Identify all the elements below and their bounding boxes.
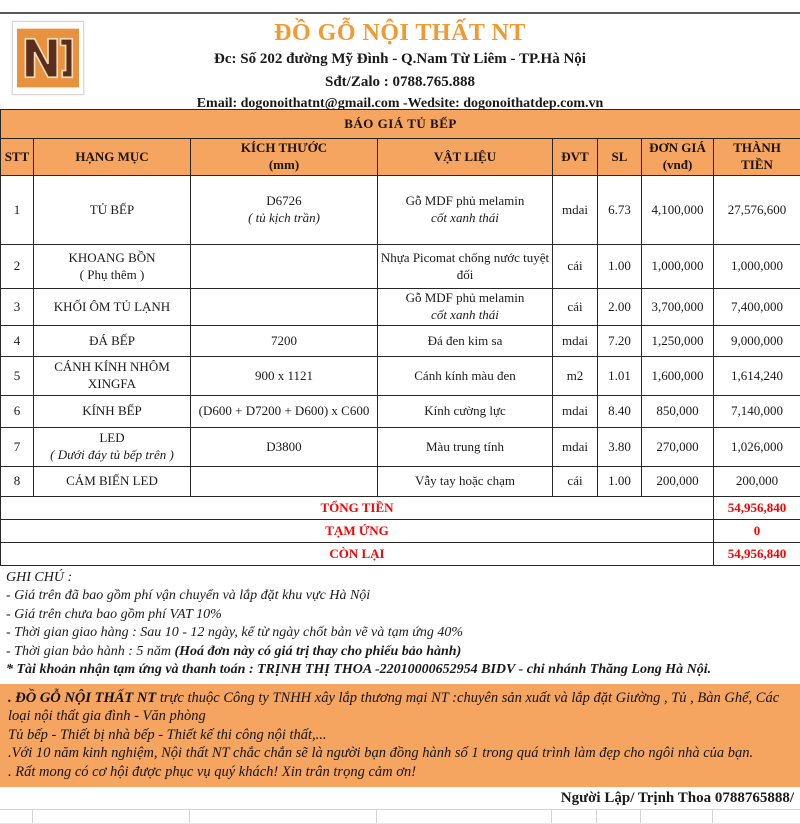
note-line (6, 643, 800, 662)
cell-amount-text: 1,614,240 (716, 368, 798, 385)
cell-material (378, 326, 553, 357)
empty-spreadsheet-row (0, 809, 800, 824)
cell-qty-text: 8.40 (600, 403, 639, 420)
footer-line (8, 744, 790, 763)
item-row (1, 176, 800, 245)
cell-unit-price-text: 1,250,000 (644, 333, 711, 350)
cell-material (378, 245, 553, 289)
note-segment: - Giá trên chưa bao gồm phí VAT 10% (6, 607, 222, 622)
quote-table (0, 109, 800, 566)
cell-amount-text: 1,026,000 (716, 439, 798, 456)
cell-size (191, 245, 378, 289)
cell-unit (553, 428, 598, 467)
quote-title: BÁO GIÁ TỦ BẾP (1, 110, 800, 139)
cell-unit-price (642, 396, 714, 428)
cell-amount (714, 176, 800, 245)
cell-material-text: Gỗ MDF phủ melamin (380, 290, 550, 307)
column-header-label: ĐƠN GIÁ (644, 140, 711, 157)
cell-unit-price (642, 357, 714, 396)
cell-amount-text: 1,000,000 (716, 258, 798, 275)
cell-material (378, 357, 553, 396)
empty-cell (641, 810, 713, 823)
cell-material-note: cốt xanh thái (380, 210, 550, 227)
cell-material-text: Màu trung tính (380, 439, 550, 456)
total-rows (1, 497, 800, 566)
cell-unit-price (642, 467, 714, 497)
company-email-website: Email: dogonoithatnt@gmail.com -Wedsite: dogonoithatdep.com.vn (0, 94, 800, 114)
cell-stt (1, 467, 34, 497)
cell-size-text: 900 x 1121 (193, 368, 375, 385)
cell-stt-text: 2 (3, 258, 31, 275)
empty-cell (713, 810, 800, 823)
note-segment: * Tài khoản nhận tạm ứng và thanh toán : TRỊNH THỊ THOA -22010000652954 BIDV - chi nhánh Thăng Long Hà Nội. (6, 662, 711, 677)
total-value: 54,956,840 (714, 497, 800, 520)
note-segment: - Giá trên đã bao gồm phí vận chuyển và lắp đặt khu vực Hà Nội (6, 588, 370, 603)
cell-stt (1, 357, 34, 396)
cell-material-note: cốt xanh thái (380, 307, 550, 324)
cell-unit-price-text: 3,700,000 (644, 299, 711, 316)
cell-unit-price-text: 850,000 (644, 403, 711, 420)
company-footer-banner (0, 684, 800, 788)
footer-segment: . Rất mong có cơ hội được phục vụ quý khách! Xin trân trọng cảm ơn! (8, 764, 416, 780)
note-line (6, 606, 800, 625)
cell-item (34, 467, 191, 497)
cell-size (191, 176, 378, 245)
company-header (0, 14, 800, 109)
empty-cell (190, 810, 377, 823)
cell-qty-text: 2.00 (600, 299, 639, 316)
cell-unit-text: cái (555, 299, 595, 316)
cell-material-text: Gỗ MDF phủ melamin (380, 193, 550, 210)
column-header-sublabel: (vnđ) (644, 157, 711, 174)
item-row (1, 245, 800, 289)
item-rows (1, 176, 800, 497)
cell-amount (714, 428, 800, 467)
footer-segment: .Với 10 năm kinh nghiệm, Nội thất NT chắc chắn sẽ là người bạn đồng hành số 1 trong quá trình làm đẹp cho ngôi nhà của bạn. (8, 745, 753, 761)
cell-amount (714, 467, 800, 497)
empty-cell (33, 810, 190, 823)
cell-material-text: Vẫy tay hoặc chạm (380, 473, 550, 490)
cell-unit-price (642, 326, 714, 357)
cell-unit (553, 245, 598, 289)
column-header-label: SL (600, 149, 639, 166)
column-header-thanh-tien (714, 139, 800, 176)
cell-item (34, 428, 191, 467)
total-label: CÒN LẠI (1, 543, 714, 566)
cell-item-text: CÁNH KÍNH NHÔM XINGFA (36, 359, 188, 393)
cell-amount (714, 396, 800, 428)
total-label: TỔNG TIỀN (1, 497, 714, 520)
item-row (1, 357, 800, 396)
cell-stt-text: 5 (3, 368, 31, 385)
cell-unit (553, 326, 598, 357)
cell-item-text: LED (36, 430, 188, 447)
nt-monogram-icon (17, 26, 79, 90)
footer-line (8, 763, 790, 782)
cell-size (191, 326, 378, 357)
empty-cell (597, 810, 641, 823)
cell-item-text: ĐÁ BẾP (36, 333, 188, 350)
column-header-sl (598, 139, 642, 176)
column-header-label: VẬT LIỆU (380, 149, 550, 166)
column-header-label: ĐVT (555, 149, 595, 166)
note-segment: - Thời gian giao hàng : Sau 10 - 12 ngày, kể từ ngày chốt bản vẽ và tạm ứng 40% (6, 625, 463, 640)
item-row (1, 467, 800, 497)
cell-size-text: D6726 (193, 193, 375, 210)
cell-item-text: CẢM BIẾN LED (36, 473, 188, 490)
note-line (6, 624, 800, 643)
cell-unit (553, 357, 598, 396)
cell-unit-text: mdai (555, 333, 595, 350)
total-row (1, 520, 800, 543)
quotation-page (0, 12, 800, 824)
cell-item (34, 289, 191, 326)
footer-line (8, 726, 790, 745)
cell-unit-text: m2 (555, 368, 595, 385)
cell-unit-price-text: 1,600,000 (644, 368, 711, 385)
item-row (1, 428, 800, 467)
cell-size (191, 428, 378, 467)
cell-qty (598, 467, 642, 497)
note-line (6, 587, 800, 606)
cell-item-note: ( Dưới đáy tủ bếp trên ) (36, 447, 188, 464)
cell-stt (1, 289, 34, 326)
company-phone-zalo: Sđt/Zalo : 0788.765.888 (0, 72, 800, 93)
cell-item (34, 176, 191, 245)
cell-unit (553, 467, 598, 497)
footer-line (8, 689, 790, 726)
table-header-row (1, 139, 800, 176)
footer-segment: . ĐỒ GỖ NỘI THẤT NT (8, 690, 160, 706)
total-value: 54,956,840 (714, 543, 800, 566)
cell-unit-price-text: 200,000 (644, 473, 711, 490)
cell-unit-price (642, 245, 714, 289)
cell-item-text: KÍNH BẾP (36, 403, 188, 420)
cell-size-note: ( tủ kịch trần) (193, 210, 375, 227)
empty-cell (377, 810, 552, 823)
cell-material (378, 176, 553, 245)
cell-material (378, 428, 553, 467)
cell-qty (598, 357, 642, 396)
notes-heading: GHI CHÚ : (6, 569, 800, 587)
cell-unit-price-text: 4,100,000 (644, 202, 711, 219)
column-header-label: HẠNG MỤC (36, 149, 188, 166)
cell-material-text: Đá đen kim sa (380, 333, 550, 350)
cell-size (191, 396, 378, 428)
cell-item-note: ( Phụ thêm ) (36, 267, 188, 284)
column-header-don-gia (642, 139, 714, 176)
cell-item (34, 326, 191, 357)
note-line (6, 661, 800, 680)
cell-amount-text: 27,576,600 (716, 202, 798, 219)
cell-qty-text: 1.01 (600, 368, 639, 385)
cell-unit-price (642, 289, 714, 326)
cell-size (191, 467, 378, 497)
cell-amount (714, 357, 800, 396)
cell-size-text: 7200 (193, 333, 375, 350)
cell-stt-text: 8 (3, 473, 31, 490)
cell-stt (1, 176, 34, 245)
cell-unit-text: cái (555, 258, 595, 275)
cell-amount-text: 7,140,000 (716, 403, 798, 420)
column-header-stt (1, 139, 34, 176)
cell-amount-text: 9,000,000 (716, 333, 798, 350)
cell-unit-text: mdai (555, 403, 595, 420)
cell-unit (553, 396, 598, 428)
column-header-sublabel: (mm) (193, 157, 375, 174)
total-row (1, 543, 800, 566)
cell-item-text: KHOANG BỒN (36, 250, 188, 267)
item-row (1, 396, 800, 428)
cell-unit (553, 289, 598, 326)
cell-size (191, 289, 378, 326)
cell-stt-text: 7 (3, 439, 31, 456)
cell-qty (598, 289, 642, 326)
cell-stt-text: 4 (3, 333, 31, 350)
company-logo (12, 21, 84, 95)
cell-size-text: (D600 + D7200 + D600) x C600 (193, 403, 375, 420)
cell-unit-text: mdai (555, 439, 595, 456)
cell-stt-text: 3 (3, 299, 31, 316)
cell-stt (1, 428, 34, 467)
cell-item-text: KHỐI ÔM TỦ LẠNH (36, 299, 188, 316)
cell-stt (1, 396, 34, 428)
cell-item (34, 396, 191, 428)
cell-material (378, 467, 553, 497)
note-segment: (Hoá đơn này có giá trị thay cho phiếu bảo hành) (174, 644, 461, 659)
note-segment: - Thời gian bảo hành : 5 năm (6, 644, 174, 659)
item-row (1, 326, 800, 357)
cell-material (378, 396, 553, 428)
cell-qty (598, 396, 642, 428)
column-header-label: KÍCH THƯỚC (193, 140, 375, 157)
footer-segment: trực thuộc Công ty TNHH xây lắp thương mại NT :chuyên sản xuất và lắp đặt Giường , Tủ , Bàn Ghế, Các loại nội thất gia đình - Văn phòng (8, 690, 779, 725)
cell-qty-text: 7.20 (600, 333, 639, 350)
cell-size-text: D3800 (193, 439, 375, 456)
cell-qty (598, 428, 642, 467)
column-header-kich-thuoc (191, 139, 378, 176)
column-header-label: THÀNH TIỀN (716, 140, 798, 174)
cell-unit-price (642, 428, 714, 467)
column-header-label: STT (3, 149, 31, 166)
cell-qty (598, 245, 642, 289)
total-value: 0 (714, 520, 800, 543)
empty-cell (552, 810, 597, 823)
company-address: Đc: Số 202 đường Mỹ Đình - Q.Nam Từ Liêm - TP.Hà Nội (0, 49, 800, 70)
cell-qty (598, 326, 642, 357)
total-label: TẠM ỨNG (1, 520, 714, 543)
cell-material-text: Kính cường lực (380, 403, 550, 420)
column-header-hang-muc (34, 139, 191, 176)
cell-stt (1, 245, 34, 289)
cell-size (191, 357, 378, 396)
cell-stt-text: 6 (3, 403, 31, 420)
item-row (1, 289, 800, 326)
cell-unit-price (642, 176, 714, 245)
cell-qty-text: 1.00 (600, 473, 639, 490)
cell-item (34, 245, 191, 289)
cell-stt (1, 326, 34, 357)
cell-unit-text: cái (555, 473, 595, 490)
column-header-vat-lieu (378, 139, 553, 176)
cell-item-text: TỦ BẾP (36, 202, 188, 219)
cell-material (378, 289, 553, 326)
cell-material-text: Cánh kính màu đen (380, 368, 550, 385)
empty-cell (0, 810, 33, 823)
company-name: ĐỒ GỖ NỘI THẤT NT (0, 19, 800, 47)
cell-unit-price-text: 270,000 (644, 439, 711, 456)
cell-amount (714, 289, 800, 326)
cell-unit-price-text: 1,000,000 (644, 258, 711, 275)
cell-qty (598, 176, 642, 245)
column-header-dvt (553, 139, 598, 176)
cell-qty-text: 1.00 (600, 258, 639, 275)
cell-qty-text: 6.73 (600, 202, 639, 219)
cell-amount (714, 245, 800, 289)
notes-section (0, 566, 800, 684)
cell-qty-text: 3.80 (600, 439, 639, 456)
cell-stt-text: 1 (3, 202, 31, 219)
cell-material-text: Nhựa Picomat chống nước tuyệt đối (380, 250, 550, 284)
signature-line: Người Lập/ Trịnh Thoa 0788765888/ (0, 787, 800, 809)
footer-segment: Tủ bếp - Thiết bị nhà bếp - Thiết kế thi công nội thất,... (8, 727, 327, 743)
cell-amount (714, 326, 800, 357)
cell-unit-text: mdai (555, 202, 595, 219)
cell-amount-text: 200,000 (716, 473, 798, 490)
cell-unit (553, 176, 598, 245)
total-row (1, 497, 800, 520)
cell-item (34, 357, 191, 396)
cell-amount-text: 7,400,000 (716, 299, 798, 316)
